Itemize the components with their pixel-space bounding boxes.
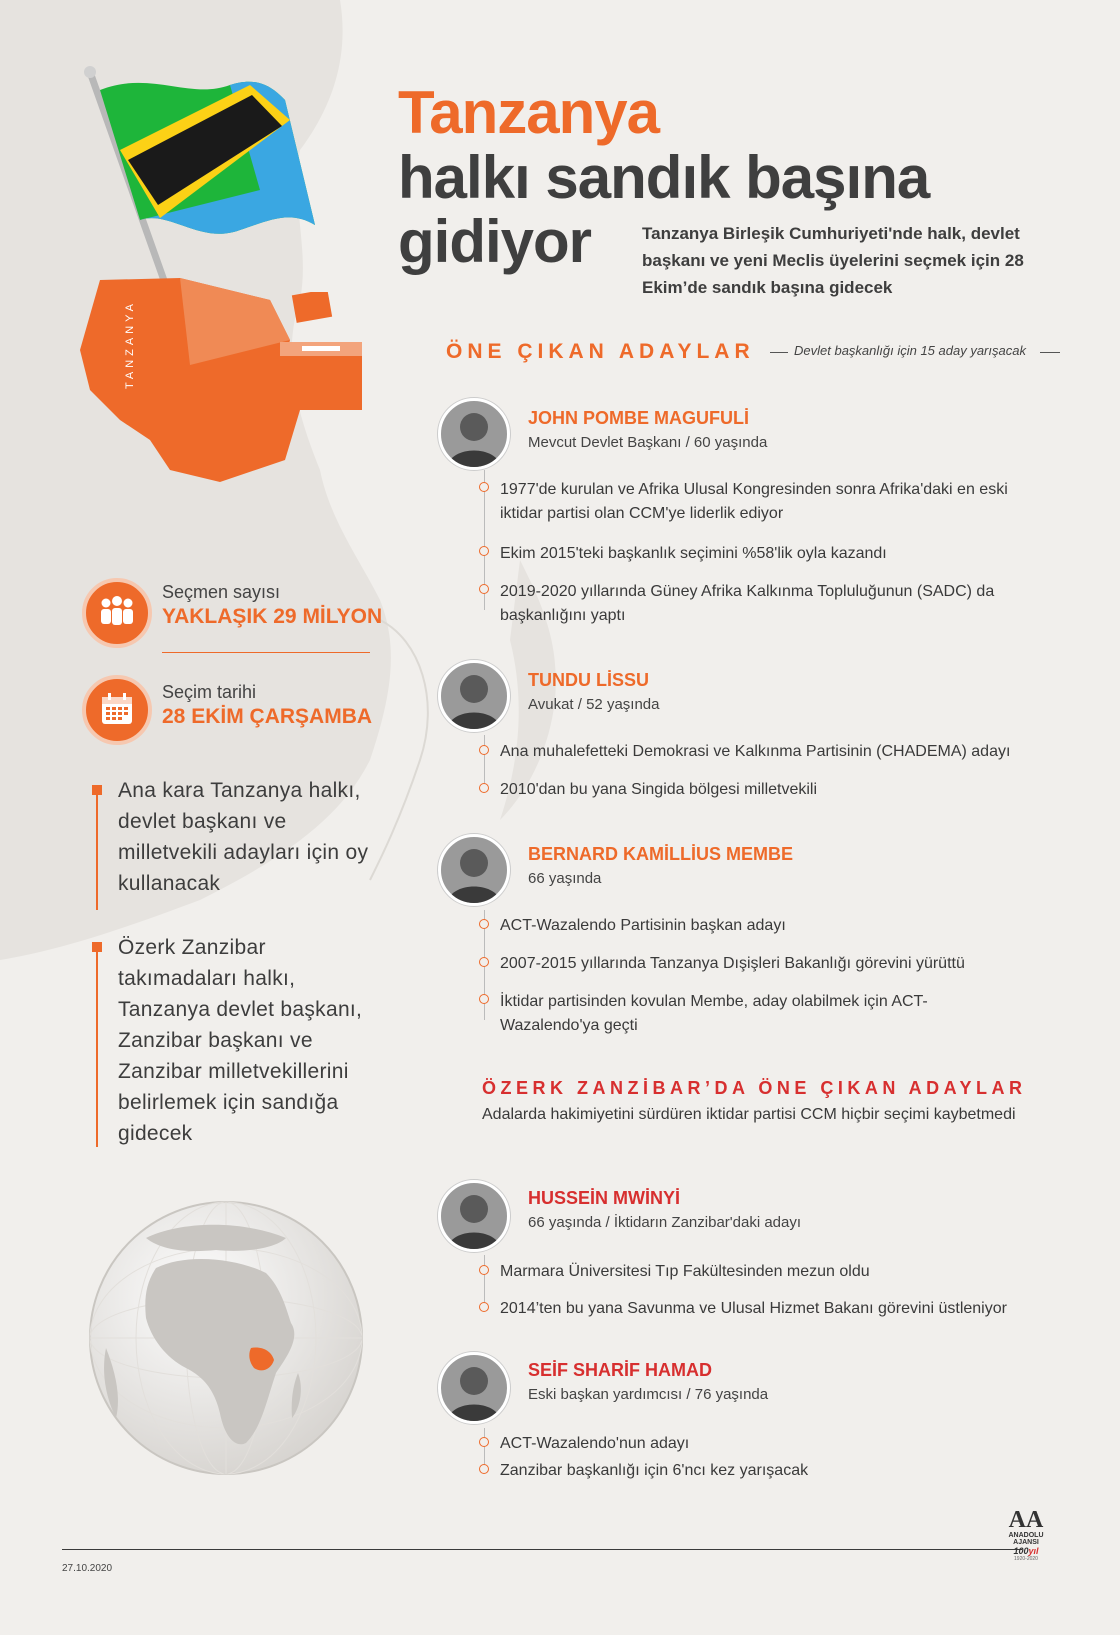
divider [1040,352,1060,353]
person-icon [441,1183,507,1249]
candidate-bullet: Zanzibar başkanlığı için 6'ncı kez yarışacak [500,1462,809,1479]
candidate-name: HUSSEİN MWİNYİ [528,1188,681,1208]
ballot-box-icon [280,292,370,412]
candidate-subtitle: Eski başkan yardımcısı / 76 yaşında [528,1386,769,1403]
candidate-bullet: 2019-2020 yıllarında Güney Afrika Kalkınma Topluluğunun (SADC) da başkanlığını yaptı [500,583,995,624]
person-icon [441,663,507,729]
footer-divider [62,1549,1022,1550]
candidate-bullet: Ana muhalefetteki Demokrasi ve Kalkınma Partisinin (CHADEMA) adayı [500,743,1011,760]
stat-label: Seçim tarihi [162,682,257,702]
stat-value: YAKLAŞIK 29 MİLYON [162,605,383,628]
page-title-line1: Tanzanya [398,79,659,146]
section-heading-candidates: ÖNE ÇIKAN ADAYLAR [446,340,755,363]
candidate-subtitle: 66 yaşında / İktidarın Zanzibar'daki adayı [528,1214,802,1231]
left-note: Özerk Zanzibar takımadaları halkı, Tanzanya devlet başkanı, Zanzibar başkanı ve Zanzibar milletvekillerini belirlemek için sandığa gidecek [118,936,363,1145]
timeline-dot [479,783,489,793]
candidate-name: BERNARD KAMİLLİUS MEMBE [528,844,793,864]
candidate-name: SEİF SHARİF HAMAD [528,1360,712,1380]
stat-value: 28 EKİM ÇARŞAMBA [162,705,373,728]
timeline-dot [479,957,489,967]
page-title-line2: halkı sandık başına [398,144,930,211]
avatar [438,398,510,470]
page-subtitle: Tanzanya Birleşik Cumhuriyeti'nde halk, devlet başkanı ve yeni Meclis üyelerini seçmek için 28 Ekim’de sandık başına gidecek [642,224,1024,297]
section-note-candidates: Devlet başkanlığı için 15 aday yarışacak [794,343,1026,358]
timeline-dot [479,546,489,556]
candidate-bullet: Marmara Üniversitesi Tıp Fakültesinden mezun oldu [500,1263,870,1280]
avatar [438,1352,510,1424]
section-note-zanzibar: Adalarda hakimiyetini sürdüren iktidar partisi CCM hiçbir seçimi kaybetmedi [482,1106,1016,1123]
calendar-icon [86,679,148,741]
person-icon [441,837,507,903]
timeline-dot [479,1437,489,1447]
logo-text: ANADOLU AJANSI [1008,1532,1044,1546]
people-icon [86,582,148,644]
candidate-bullet: 2007-2015 yıllarında Tanzanya Dışişleri Bakanlığı görevini yürüttü [500,955,965,972]
anniversary-number: 100 [1013,1546,1029,1556]
stat-icon-badge [82,675,152,745]
timeline-dot [479,919,489,929]
avatar [438,1180,510,1252]
candidate-subtitle: Avukat / 52 yaşında [528,696,660,713]
note-marker [92,942,102,952]
anniversary-years: 1920-2020 [1014,1556,1038,1562]
candidate-subtitle: Mevcut Devlet Başkanı / 60 yaşında [528,434,768,451]
timeline-line [484,1255,485,1305]
candidate-subtitle: 66 yaşında [528,870,602,887]
anadolu-logo [995,1508,1057,1562]
note-marker [92,785,102,795]
timeline-dot [479,482,489,492]
candidate-name: TUNDU LİSSU [528,670,649,690]
section-heading-zanzibar: ÖZERK ZANZİBAR’DA ÖNE ÇIKAN ADAYLAR [482,1078,1027,1098]
timeline-dot [479,1265,489,1275]
note-line [96,952,98,1147]
candidate-bullet: 1977'de kurulan ve Afrika Ulusal Kongresinden sonra Afrika'daki en eski iktidar partisi olan CCM'ye liderlik ediyor [500,481,1008,522]
globe-illustration [86,1198,366,1478]
person-icon [441,401,507,467]
timeline-line [484,735,485,785]
candidate-bullet: İktidar partisinden kovulan Membe, aday olabilmek için ACT-Wazalendo'ya geçti [500,993,928,1034]
candidate-bullet: ACT-Wazalendo Partisinin başkan adayı [500,917,786,934]
timeline-dot [479,745,489,755]
timeline-dot [479,584,489,594]
map-country-label: TANZANYA [124,300,136,390]
avatar [438,660,510,732]
candidate-name: JOHN POMBE MAGUFULİ [528,408,750,428]
person-icon [441,1355,507,1421]
footer-date: 27.10.2020 [62,1563,113,1574]
timeline-dot [479,1464,489,1474]
divider [162,652,370,653]
note-line [96,795,98,910]
stat-label: Seçmen sayısı [162,582,281,602]
divider [770,352,788,353]
logo-mark: AA [1008,1507,1044,1533]
left-note: Ana kara Tanzanya halkı, devlet başkanı ve milletvekili adayları için oy kullanacak [118,779,369,895]
timeline-dot [479,994,489,1004]
stat-icon-badge [82,578,152,648]
candidate-bullet: ACT-Wazalendo'nun adayı [500,1435,690,1452]
page-title-line3: gidiyor [398,208,592,275]
candidate-bullet: Ekim 2015'teki başkanlık seçimini %58'lik oyla kazandı [500,545,887,562]
avatar [438,834,510,906]
candidate-bullet: 2014’ten bu yana Savunma ve Ulusal Hizmet Bakanı görevini üstleniyor [500,1300,1007,1317]
anniversary-label: yıl [1028,1546,1039,1556]
candidate-bullet: 2010'dan bu yana Singida bölgesi milletvekili [500,781,818,798]
timeline-dot [479,1302,489,1312]
